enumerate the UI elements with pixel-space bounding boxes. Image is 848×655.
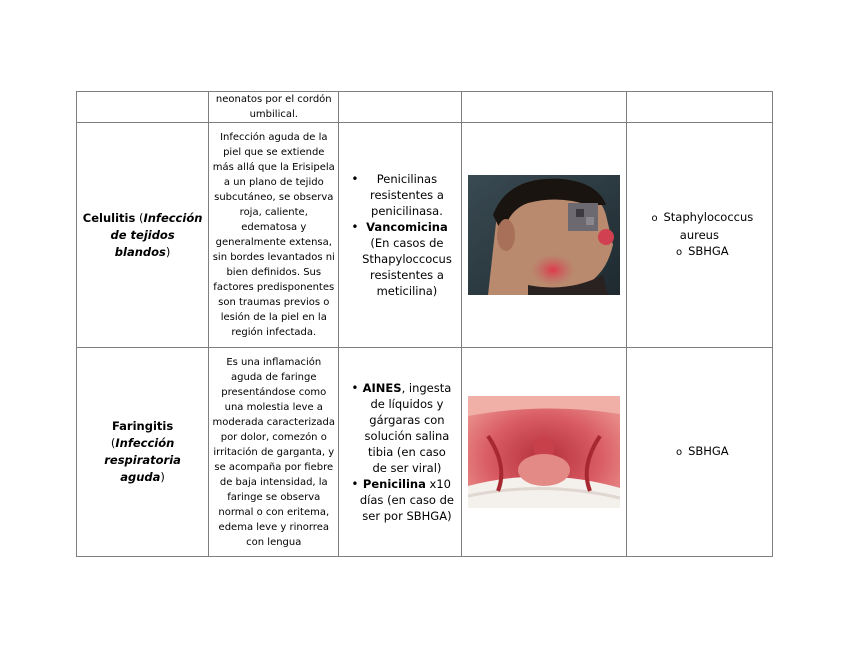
cell-treatment bbox=[339, 348, 461, 557]
circle-outline-icon: o bbox=[676, 447, 683, 458]
cell-image bbox=[461, 92, 626, 123]
treatment-list bbox=[339, 171, 460, 299]
description-text: Infección aguda de la piel que se extiende más allá que la Erisipela a un plano de tejido subcutáneo, se observa roja, caliente, edematosa y generalmente extensa, sin bordes levantados ni bien definidos. Sus factores predisponentes son traumas previos o lesión de la piel en la región infectada. bbox=[212, 132, 335, 338]
treatment-bold: Penicilina bbox=[362, 477, 426, 491]
disease-name-italic: Infección respiratoria aguda bbox=[104, 436, 181, 484]
list-item bbox=[349, 171, 454, 219]
disease-name-italic: Infección de tejidos blandos bbox=[110, 210, 203, 259]
disease-name-bold: Celulitis bbox=[82, 210, 136, 225]
organism-text: SBHGA bbox=[688, 244, 729, 258]
circle-outline-icon: o bbox=[651, 213, 658, 224]
treatment-text: Penicilinas resistentes a penicilinasa. bbox=[370, 172, 444, 218]
disease-table bbox=[76, 91, 773, 557]
cell-name bbox=[77, 348, 209, 557]
organism-text: Staphylococcus aureus bbox=[663, 210, 754, 242]
cell-treatment bbox=[339, 123, 461, 348]
paren-open: ( bbox=[135, 210, 144, 225]
circle-outline-icon: o bbox=[676, 247, 683, 258]
disease-name-bold: Faringitis bbox=[111, 419, 174, 433]
list-item bbox=[349, 476, 454, 524]
cell-name bbox=[77, 92, 209, 123]
disease-name bbox=[77, 418, 208, 486]
treatment-text: , ingesta de líquidos y gárgaras con solución salina tibia (en caso de ser viral) bbox=[364, 381, 452, 475]
list-item bbox=[349, 380, 454, 476]
cell-treatment bbox=[339, 92, 461, 123]
cell-organisms bbox=[626, 123, 772, 348]
treatment-text: x10 días (en caso de ser por SBHGA) bbox=[359, 477, 454, 523]
cell-organisms bbox=[626, 348, 772, 557]
cell-description bbox=[209, 92, 339, 123]
cell-organisms bbox=[626, 92, 772, 123]
organism-list bbox=[627, 443, 772, 461]
treatment-bold: Vancomicina bbox=[366, 220, 448, 234]
organism-text: SBHGA bbox=[688, 444, 729, 458]
cell-image bbox=[461, 123, 626, 348]
list-item bbox=[349, 219, 454, 299]
treatment-list bbox=[339, 380, 460, 524]
paren-close: ) bbox=[165, 244, 171, 259]
cell-description bbox=[209, 123, 339, 348]
description-text: Es una inflamación aguda de faringe presentándose como una molestia leve a moderada caracterizada por dolor, comezón o irritación de garganta, y se acompaña por fiebre de baja intensidad, la faringe se observa normal o con eritema, edema leve y rinorrea con lengua bbox=[212, 356, 335, 548]
list-item bbox=[627, 243, 772, 261]
cell-name bbox=[77, 123, 209, 348]
treatment-text: (En casos de Sthapyloccocus resistentes a meticilina) bbox=[362, 236, 452, 298]
organism-list bbox=[627, 209, 772, 261]
list-item bbox=[627, 209, 772, 243]
list-item bbox=[627, 443, 772, 461]
cell-description bbox=[209, 348, 339, 557]
cellulitis-face-photo bbox=[468, 175, 620, 295]
paren-close: ) bbox=[160, 470, 165, 484]
disease-name bbox=[77, 210, 208, 261]
treatment-bold: AINES bbox=[362, 381, 402, 395]
pharyngitis-throat-photo bbox=[468, 396, 620, 508]
table-row bbox=[77, 123, 773, 348]
table-row bbox=[77, 348, 773, 557]
table-row bbox=[77, 92, 773, 123]
description-text: neonatos por el cordón umbilical. bbox=[215, 94, 332, 120]
cell-image bbox=[461, 348, 626, 557]
paren-open: ( bbox=[110, 436, 116, 450]
